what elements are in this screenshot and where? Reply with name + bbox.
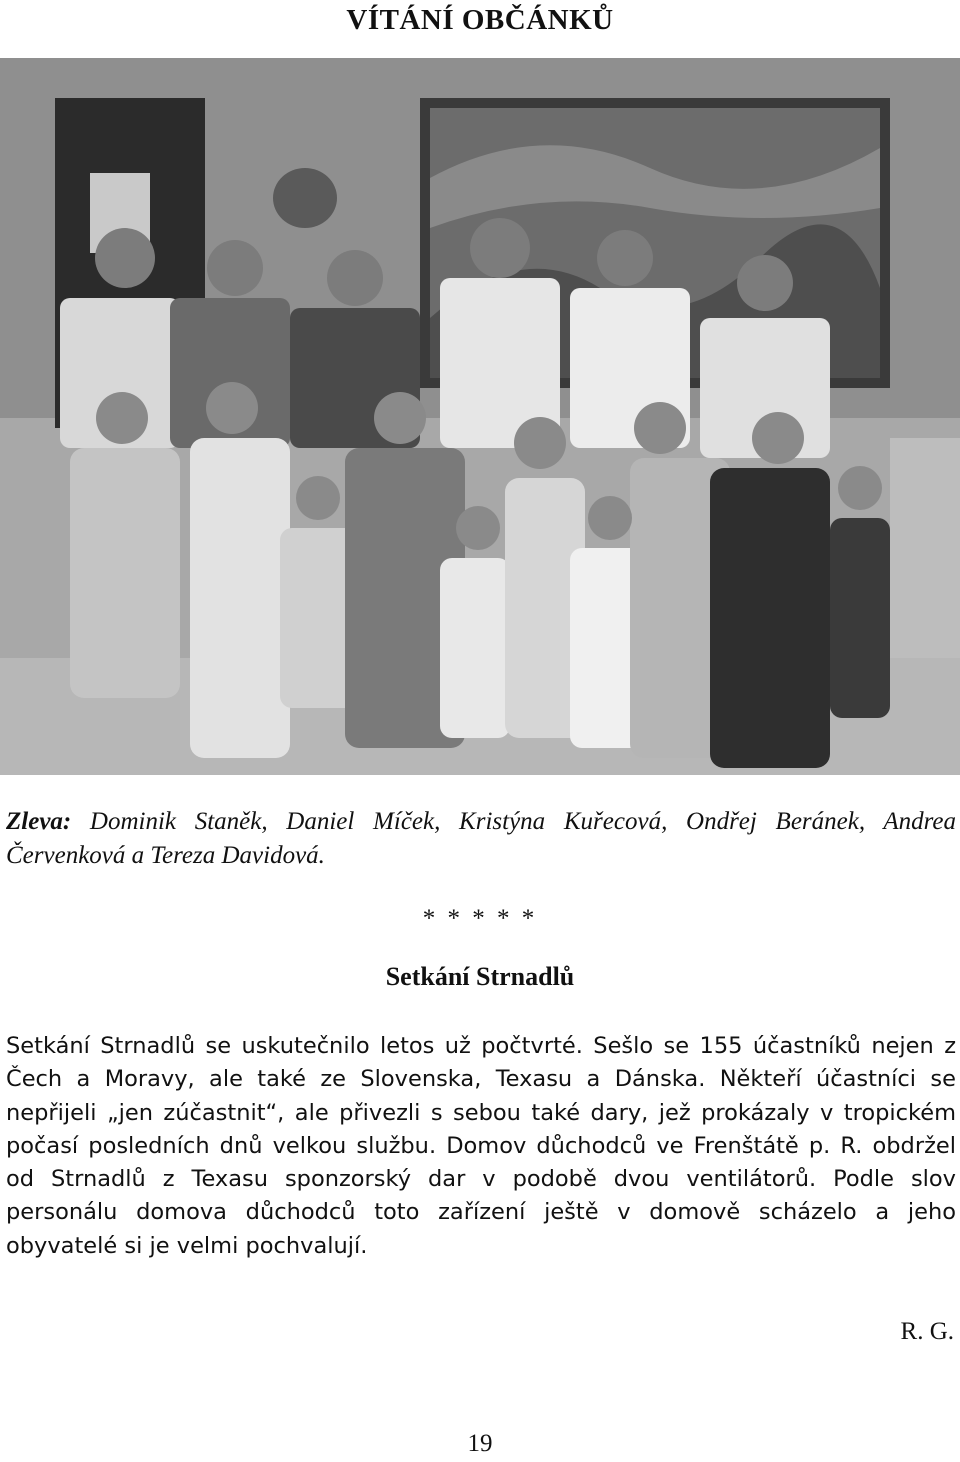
caption-text: Dominik Staněk, Daniel Míček, Kristýna Kuřecová, Ondřej Beránek, Andrea Červenková a Tereza Davidová.: [6, 808, 956, 869]
section-separator: * * * * *: [422, 905, 538, 932]
group-photo: [0, 58, 960, 775]
page-number: 19: [467, 1430, 493, 1457]
article-heading: Setkání Strnadlů: [385, 962, 575, 991]
photo-caption: [6, 805, 956, 873]
article-signature: R. G.: [900, 1318, 954, 1345]
group-photo-icon: [0, 58, 960, 775]
article-body: Setkání Strnadlů se uskutečnilo letos už počtvrté. Sešlo se 155 účastníků nejen z Čech a Moravy, ale také ze Slovenska, Texasu a Dánska. Někteří účastníci se nepřijeli „jen zúčastnit“, ale přivezli s sebou také dary, jež prokázaly v tropickém počasí posledních dnů velkou službu. Domov důchodců ve Frenštátě p. R. obdržel od Strnadlů z Texasu sponzorský dar v podobě dvou ventilátorů. Podle slov personálu domova důchodců toto zařízení ještě v domově scházelo a jeho obyvatelé si je velmi pochvalují.: [6, 1033, 956, 1259]
page-title: VÍTÁNÍ OBČÁNKŮ: [346, 4, 614, 36]
caption-lead: Zleva:: [6, 808, 72, 835]
